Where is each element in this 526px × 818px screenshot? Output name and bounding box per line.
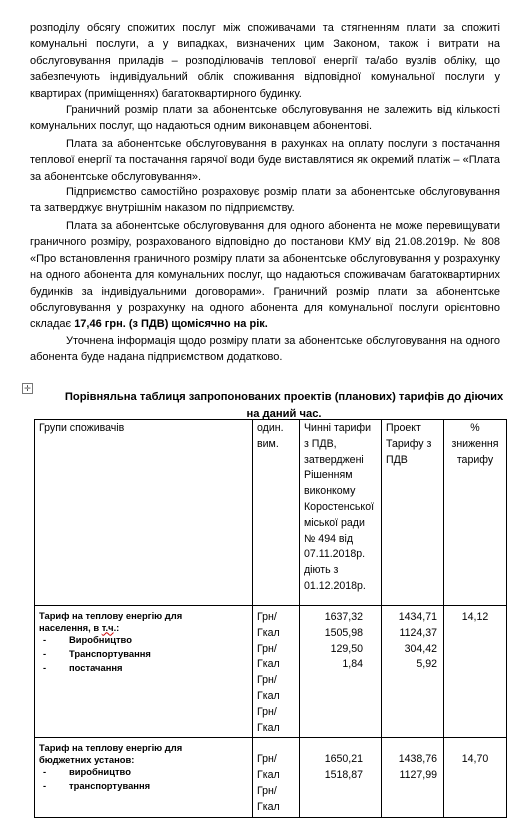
paragraph-fee-billing: Плата за абонентське обслуговування в рахунках на оплату послуги з постачання теплової енергії та постачання гарячої води буде виставлятися як окремий платіж – «Плата за абонентське обслуговування». bbox=[30, 138, 500, 183]
group-title: бюджетних установ: bbox=[39, 753, 135, 765]
header-reduction: % зниження тарифу bbox=[444, 420, 507, 606]
current-tariff-cell: 1637,32 1505,98 129,50 1,84 bbox=[300, 606, 382, 738]
tariff-comparison-table bbox=[34, 419, 507, 818]
reduction-cell: 14,12 bbox=[444, 606, 507, 738]
fee-limit-amount: 17,46 грн. (з ПДВ) щомісячно на рік. bbox=[74, 318, 268, 331]
list-item: - Транспортування bbox=[43, 647, 151, 659]
paragraph-clarification: Уточнена інформація щодо розміру плати за абонентське обслуговування на одного абонента буде надана підприємством додатково. bbox=[30, 335, 500, 364]
row-group-population bbox=[35, 606, 253, 738]
paragraph-enterprise-calculation: Підприємство самостійно розраховує розмір плати за абонентське обслуговування та затверджує внутрішнім наказом по підприємству. bbox=[30, 186, 500, 215]
project-tariff-cell: 1438,76 1127,99 bbox=[382, 738, 444, 817]
list-item: - Виробництво bbox=[43, 634, 132, 645]
group-title: Тариф на теплову енергію для bbox=[39, 610, 183, 621]
row-group-budget bbox=[35, 738, 253, 817]
move-cross-icon[interactable]: ✛ bbox=[22, 383, 33, 394]
spellcheck-mark: т.ч bbox=[101, 621, 114, 633]
paragraph-fee-limit bbox=[30, 218, 500, 333]
project-tariff-cell: 1434,71 1124,37 304,42 5,92 bbox=[382, 606, 444, 738]
unit-cell: Грн/Гкал Грн/Гкал bbox=[253, 738, 300, 817]
table-row bbox=[35, 606, 507, 738]
list-item: - транспортування bbox=[43, 780, 151, 792]
header-group: Групи споживачів bbox=[35, 420, 253, 606]
list-item: - постачання bbox=[43, 661, 123, 673]
table-header-row bbox=[35, 420, 507, 606]
header-project-tariff: Проект Тарифу з ПДВ bbox=[382, 420, 444, 606]
group-title: Тариф на теплову енергію для bbox=[39, 742, 183, 754]
current-tariff-cell: 1650,21 1518,87 bbox=[300, 738, 382, 817]
header-current-tariff: Чинні тарифи з ПДВ, затверджені Рішенням виконкому Коростенської міської ради № 494 від 07.11.2018р. діють з 01.12.2018р. bbox=[300, 420, 382, 606]
reduction-cell: 14,70 bbox=[444, 738, 507, 817]
paragraph-fee-independence: Граничний розмір плати за абонентське обслуговування не залежить від кількості комунальних послуг, що надаються одним виконавцем абонентові. bbox=[30, 104, 500, 133]
unit-cell: Грн/Гкал Грн/Гкал Грн/Гкал Грн/Гкал bbox=[253, 606, 300, 738]
paragraph-continuation: розподілу обсягу спожитих послуг між споживачами та стягненням плати за спожиті комунальні послуги, а у випадках, визначених цим Законом, також і витрати на обслуговування приладів – розподілювачів теплової енергії та/або вузлів обліку, що забезпечують індивідуальний облік споживання відповідної комунальної послуги у квартирах (приміщеннях) багатоквартирного будинку. bbox=[30, 22, 500, 100]
table-row bbox=[35, 738, 507, 817]
list-item: - виробництво bbox=[43, 766, 131, 778]
header-unit: один. вим. bbox=[253, 420, 300, 606]
table-title: Порівняльна таблиця запропонованих проектів (планових) тарифів до діючих на даний час. bbox=[64, 391, 504, 420]
group-title: населення, в т.ч.: bbox=[39, 621, 120, 633]
fee-limit-text: Плата за абонентське обслуговування для одного абонента не може перевищувати граничного розміру, розрахованого відповідно до постанови КМУ від 21.08.2019р. № 808 «Про встановлення граничного розміру плати за абонентське обслуговування у розрахунку на одного абонента для комунальних послуг, що надаються споживачам багатоквартирних будинків за індивідуальними договорами». Граничний розмір плати за абонентське обслуговування у розрахунку на одного абонента для комунальної послуги орієнтовно складає bbox=[30, 220, 500, 331]
